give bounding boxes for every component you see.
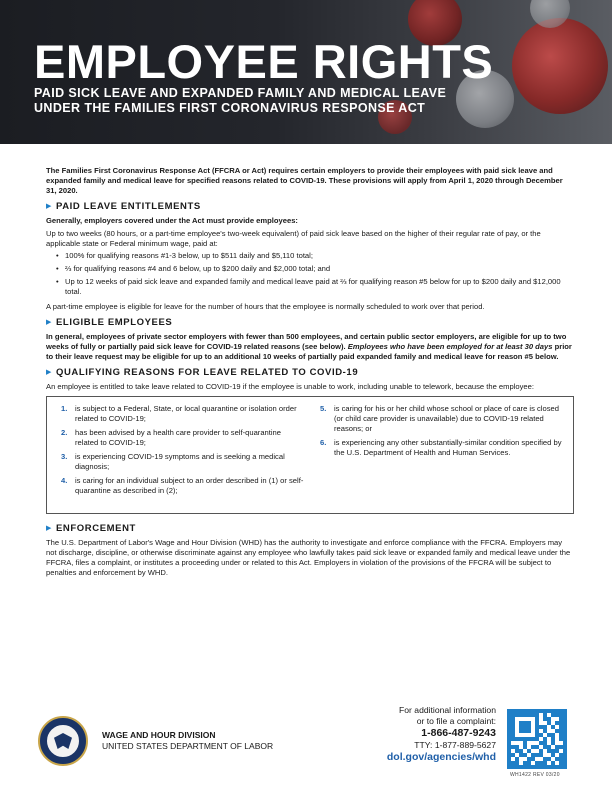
tty-number: TTY: 1-877-889-5627: [414, 740, 496, 750]
dol-seal-logo: [38, 716, 88, 766]
page-subtitle: [34, 86, 554, 116]
paid-leave-closing: A part-time employee is eligible for leave for the number of hours that the employee is normally scheduled to work over that period.: [46, 302, 485, 311]
subtitle-line-2: UNDER THE FAMILIES FIRST CORONAVIRUS RESPONSE ACT: [34, 101, 426, 115]
eligible-text: In general, employees of private sector employers with fewer than 500 employees, and certain public sector employers, are eligible for up to two weeks of fully or partially paid sick leave for COVID-19 related reasons (see below).: [46, 332, 567, 351]
reasons-column-right: [304, 404, 563, 507]
reason-number: 4.: [61, 476, 68, 485]
section-heading-qualifying: [46, 368, 574, 378]
reason-number: 6.: [320, 438, 327, 447]
section-heading-label: QUALIFYING REASONS FOR LEAVE RELATED TO COVID-19: [55, 367, 359, 378]
qr-code-pattern: [511, 713, 563, 765]
paid-leave-list: [56, 251, 574, 297]
contact-info-line-2: or to file a complaint:: [416, 716, 496, 726]
qualifying-text: An employee is entitled to take leave related to COVID-19 if the employee is unable to work, including unable to telework, because the employee:: [46, 382, 534, 391]
agency-name: [102, 730, 273, 752]
qr-code[interactable]: [507, 709, 567, 769]
form-number: WH1422 REV 03/20: [510, 772, 560, 778]
contact-info-line-1: For additional information: [399, 705, 496, 715]
reason-item: [61, 476, 304, 496]
reason-number: 2.: [61, 428, 68, 437]
arrow-icon: ▶: [46, 203, 52, 210]
eligible-paragraph: [46, 332, 574, 362]
department-name: UNITED STATES DEPARTMENT OF LABOR: [102, 741, 274, 751]
agency-block: [38, 716, 273, 766]
list-item: • 100% for qualifying reasons #1-3 below, up to $511 daily and $5,110 total;: [56, 251, 574, 261]
reason-text: is experiencing COVID-19 symptoms and is seeking a medical diagnosis;: [75, 452, 285, 471]
arrow-icon: ▶: [46, 369, 52, 376]
reason-text: is experiencing any other substantially-similar condition specified by the U.S. Department of Health and Human Services.: [334, 438, 562, 457]
section-heading-label: PAID LEAVE ENTITLEMENTS: [55, 201, 201, 212]
section-heading-label: ELIGIBLE EMPLOYEES: [55, 317, 173, 328]
reason-text: is subject to a Federal, State, or local quarantine or isolation order related to COVID-19;: [75, 404, 297, 423]
enforcement-text: The U.S. Department of Labor's Wage and Hour Division (WHD) has the authority to investigate and enforce compliance with the FFCRA. Employers may not discharge, discipline, or otherwise discriminate against any employee who lawfully takes paid sick leave or expanded family and medical leave under the FFCRA, files a complaint, or institutes a proceeding under or related to this Act. Employers in violation of the provisions of the FFCRA will be subject to penalties and enforcement by WHD.: [46, 538, 571, 577]
website-link[interactable]: dol.gov/agencies/whd: [386, 751, 496, 763]
phone-number: 1-866-487-9243: [421, 727, 496, 739]
reason-item: [61, 452, 304, 472]
contact-block: [387, 705, 496, 764]
header-banner: [0, 0, 612, 144]
reason-number: 5.: [320, 404, 327, 413]
subtitle-line-1: PAID SICK LEAVE AND EXPANDED FAMILY AND MEDICAL LEAVE: [34, 86, 447, 100]
reason-item: [320, 404, 563, 434]
eligible-text-2: prior to their leave request may be eligible for up to an additional 10 weeks of partially paid expanded family and medical leave for reason #5 below.: [46, 342, 572, 361]
qualifying-reasons-box: [46, 396, 574, 514]
reason-text: is caring for his or her child whose school or place of care is closed (or child care provider is unavailable) due to COVID-19 related reasons; or: [334, 404, 559, 433]
reason-text: is caring for an individual subject to an order described in (1) or self-quarantine as described in (2);: [75, 476, 304, 495]
seal-center: [46, 724, 80, 758]
section-heading-eligible: [46, 318, 574, 328]
list-item: • Up to 12 weeks of paid sick leave and expanded family and medical leave paid at ⅔ for qualifying reason #5 below for up to $200 daily and $12,000 total.: [56, 277, 574, 297]
page-title: EMPLOYEE RIGHTS: [34, 35, 494, 88]
section-heading-paid-leave: [46, 202, 574, 212]
reason-number: 3.: [61, 452, 68, 461]
intro-paragraph: The Families First Coronavirus Response Act (FFCRA or Act) requires certain employers to provide their employees with paid sick leave and expanded family and medical leave for specified reasons related to COVID-19. These provisions will apply from April 1, 2020 through December 31, 2020.: [46, 166, 563, 195]
reasons-column-left: [61, 404, 304, 507]
reason-item: [61, 428, 304, 448]
eagle-icon: [54, 733, 72, 749]
arrow-icon: ▶: [46, 525, 52, 532]
reason-item: [320, 438, 563, 458]
eligible-italic: Employees who have been employed for at least 30 days: [347, 342, 553, 351]
section-heading-label: ENFORCEMENT: [55, 523, 136, 534]
list-item: • ⅔ for qualifying reasons #4 and 6 below, up to $200 daily and $2,000 total; and: [56, 264, 574, 274]
paid-leave-lead: Generally, employers covered under the Act must provide employees:: [46, 216, 298, 225]
reason-item: [61, 404, 304, 424]
division-name: WAGE AND HOUR DIVISION: [102, 730, 216, 740]
section-heading-enforcement: [46, 524, 574, 534]
main-content: [46, 166, 574, 584]
reason-number: 1.: [61, 404, 68, 413]
paid-leave-text: Up to two weeks (80 hours, or a part-time employee's two-week equivalent) of paid sick leave based on the higher of their regular rate of pay, or the applicable state or Federal minimum wage, paid at:: [46, 229, 541, 248]
reason-text: has been advised by a health care provider to self-quarantine related to COVID-19;: [75, 428, 282, 447]
arrow-icon: ▶: [46, 319, 52, 326]
